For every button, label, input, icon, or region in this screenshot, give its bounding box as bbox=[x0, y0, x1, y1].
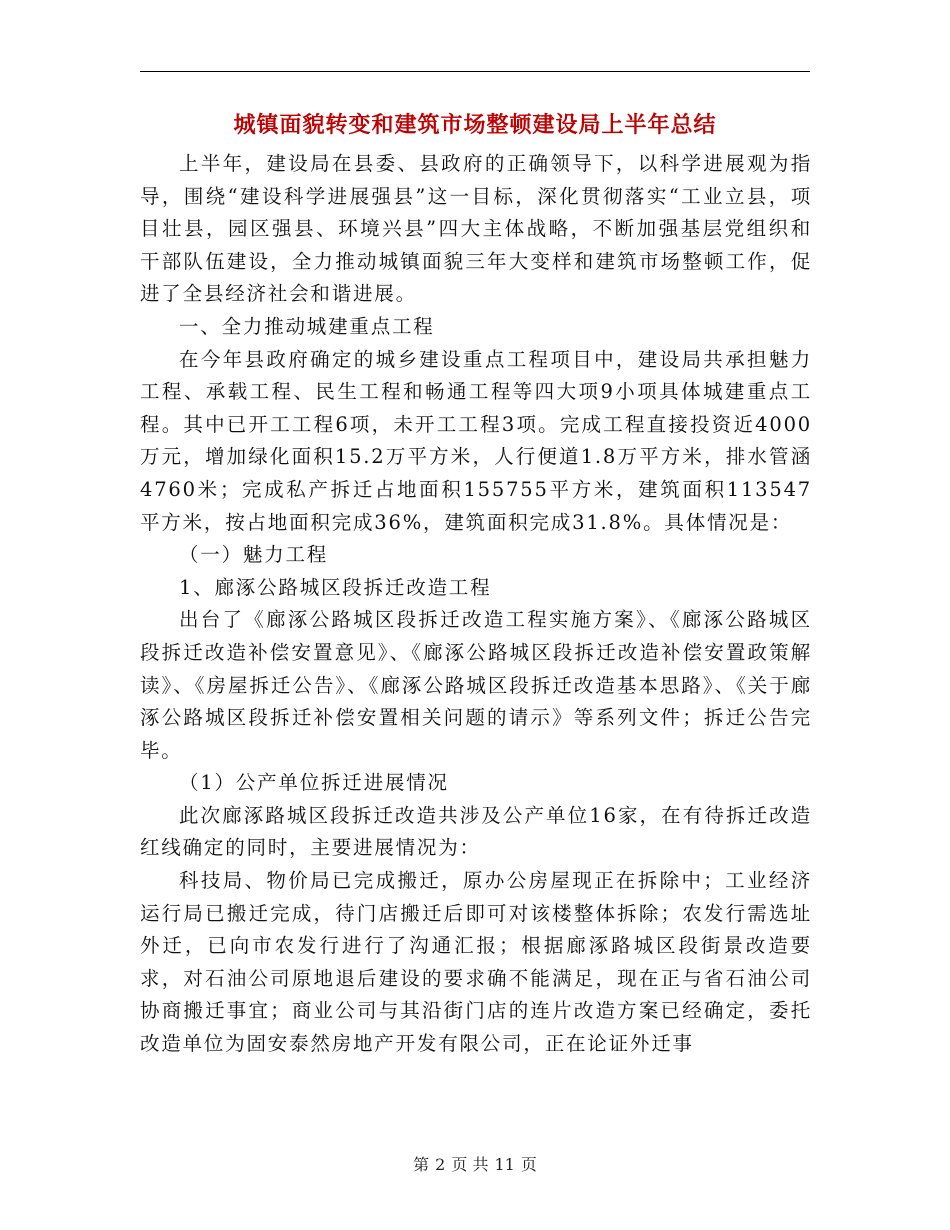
footer-suffix: 页 bbox=[520, 1155, 537, 1174]
footer-total-pages: 11 bbox=[494, 1155, 515, 1174]
document-title: 城镇面貌转变和建筑市场整顿建设局上半年总结 bbox=[233, 113, 717, 138]
paragraph-documents: 出台了《廊涿公路城区段拆迁改造工程实施方案》、《廊涿公路城区段拆迁改造补偿安置意见》、《廊涿公路城区段拆迁改造补偿安置政策解读》、《房屋拆迁公告》、《廊涿公路城区段拆迁改造基本思路》、《关于廊涿公路城区段拆迁补偿安置相关问题的请示》等系列文件；拆迁公告完毕。 bbox=[140, 608, 812, 762]
subsection-heading-charm: （一）魅力工程 bbox=[179, 543, 329, 567]
item-heading-1: 1、廊涿公路城区段拆迁改造工程 bbox=[179, 575, 492, 599]
paragraph-progress: 科技局、物价局已完成搬迁，原办公房屋现正在拆除中；工业经济运行局已搬迁完成，待门店搬迁后即可对该楼整体拆除；农发行需选址外迁，已向市农发行进行了沟通汇报；根据廊涿路城区段街景改造要求，对石油公司原地退后建设的要求确不能满足，现在正与省石油公司协商搬迁事宜；商业公司与其沿街门店的连片改造方案已经确定，委托改造单位为固安泰然房地产开发有限公司，正在论证外迁事 bbox=[140, 869, 812, 1056]
document-body bbox=[140, 148, 812, 1061]
paragraph-intro: 上半年，建设局在县委、县政府的正确领导下，以科学进展观为指导，围绕“建设科学进展强县”这一目标，深化贯彻落实“工业立县，项目壮县，园区强县、环境兴县”四大主体战略，不断加强基层党组织和干部队伍建设，全力推动城镇面貌三年大变样和建筑市场整顿工作，促进了全县经济社会和谐进展。 bbox=[140, 152, 812, 306]
footer-current-page: 2 bbox=[435, 1155, 446, 1174]
page-footer bbox=[0, 1153, 950, 1177]
header-rule bbox=[140, 71, 810, 72]
footer-prefix: 第 bbox=[413, 1155, 430, 1174]
footer-middle: 页 共 bbox=[451, 1155, 489, 1174]
paragraph-units: 此次廊涿路城区段拆迁改造共涉及公产单位16家，在有待拆迁改造红线确定的同时，主要进展情况为： bbox=[140, 803, 812, 860]
section-heading-1: 一、全力推动城建重点工程 bbox=[179, 314, 435, 338]
paragraph-overview: 在今年县政府确定的城乡建设重点工程项目中，建设局共承担魅力工程、承载工程、民生工程和畅通工程等四大项9小项具体城建重点工程。其中已开工工程6项，未开工工程3项。完成工程直接投资近4000万元，增加绿化面积15.2万平方米，人行便道1.8万平方米，排水管涵4760米；完成私产拆迁占地面积155755平方米，建筑面积113547平方米，按占地面积完成36%，建筑面积完成31.8%。具体情况是： bbox=[140, 347, 812, 534]
item-subheading-1: （1）公产单位拆迁进展情况 bbox=[179, 771, 449, 795]
